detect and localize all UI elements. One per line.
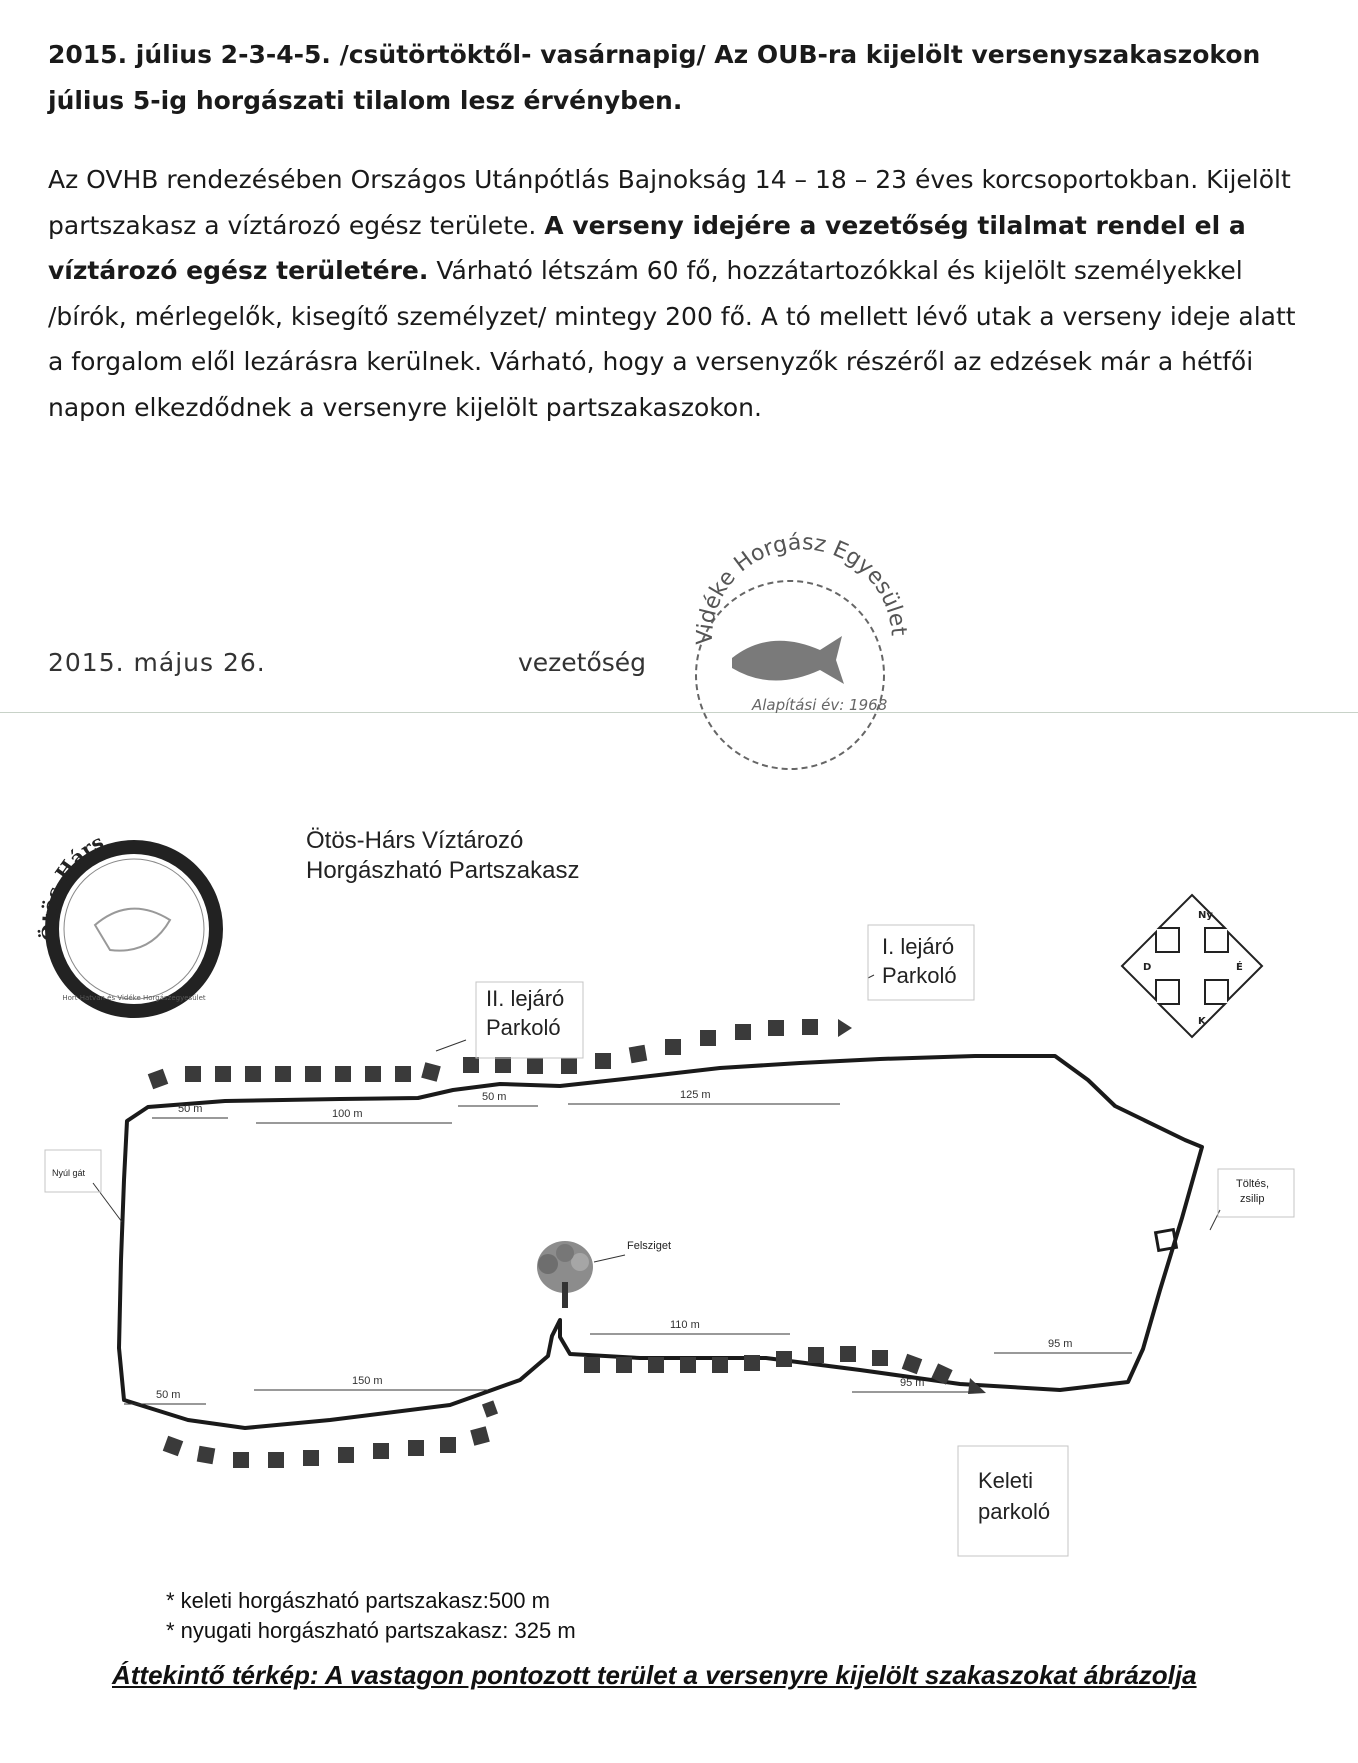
marker <box>744 1355 760 1371</box>
marker <box>629 1045 648 1064</box>
marker <box>616 1357 632 1373</box>
marker <box>902 1354 923 1375</box>
club-stamp <box>693 530 911 769</box>
marker <box>245 1066 261 1082</box>
marker <box>373 1443 389 1459</box>
weir-label: Nyúl gát <box>52 1168 86 1178</box>
map-caption: Áttekintő térkép: A vastagon pontozott terület a versenyre kijelölt szakaszokat ábrázolja <box>112 1660 1197 1690</box>
marker <box>148 1069 169 1090</box>
marker <box>303 1450 319 1466</box>
marker <box>808 1347 824 1363</box>
compass-south: K <box>1198 1016 1206 1027</box>
marker <box>163 1436 184 1457</box>
description-text-1: Az OVHB rendezésében Országos Utánpótlás Bajnokság 14 – 18 – 23 éves korcsoportokban. Kijelölt partszakasz a víztározó egész területe. <box>48 165 1291 240</box>
marker <box>335 1066 351 1082</box>
marker <box>561 1058 577 1074</box>
dam-label-line1: Töltés, <box>1236 1178 1270 1190</box>
parking1-label-line1: I. lejáró <box>882 934 955 959</box>
marker <box>275 1066 291 1082</box>
distance-bottom-150: 150 m <box>352 1375 383 1387</box>
logo-text: Ötös-Hárs <box>36 829 108 943</box>
east-parking-label-line1: Keleti <box>978 1468 1034 1493</box>
marker <box>305 1066 321 1082</box>
marker <box>584 1357 600 1373</box>
description-bold: A verseny idejére a vezetőség tilalmat rendel el a víztározó egész területére. <box>48 210 1246 285</box>
note-east: * keleti horgászható partszakasz:500 m <box>166 1588 550 1613</box>
description-text-2: Várható létszám 60 fő, hozzátartozókkal és kijelölt személyekkel /bírók, mérlegelők, kisegítő személyzet/ mintegy 200 fő. A tó mellett lévő utak a verseny ideje alatt a forgalom elől lezárásra kerülnek. Várható, hogy a versenyzők részéről az edzések már a hétfői napon elkezdődnek a versenyre kijelölt partszakaszokon. <box>48 256 1296 422</box>
fish-icon <box>732 636 844 684</box>
signatory: vezetőség <box>518 648 647 677</box>
note-west: * nyugati horgászható partszakasz: 325 m <box>166 1618 576 1643</box>
parking2-label-line2: Parkoló <box>486 1015 561 1040</box>
distance-bottom-50: 50 m <box>156 1389 181 1401</box>
marker <box>840 1346 856 1362</box>
svg-text:Vidéke Horgász Egyesület <box>693 530 911 645</box>
tilalom-notice: 2015. július 2-3-4-5. /csütörtöktől- vasárnapig/ Az OUB-ra kijelölt versenyszakaszokon július 5-ig horgászati tilalom lesz érvényben. <box>48 40 1261 115</box>
marker <box>680 1357 696 1373</box>
distance-top-125: 125 m <box>680 1089 711 1101</box>
logo-subtext: Hort Hatvan és Vidéke Horgászegyesület <box>62 994 206 1002</box>
marker <box>768 1020 784 1036</box>
distance-top-100: 100 m <box>332 1108 363 1120</box>
marker <box>482 1400 498 1417</box>
marker <box>215 1066 231 1082</box>
marker <box>838 1019 852 1037</box>
marker <box>185 1066 201 1082</box>
map-title-line1: Ötös-Hárs Víztározó <box>306 827 524 854</box>
marker <box>197 1446 216 1465</box>
parking1-label-line2: Parkoló <box>882 963 957 988</box>
document-date: 2015. május 26. <box>48 648 266 677</box>
map-title-line2: Horgászható Partszakasz <box>306 857 580 884</box>
parking2-label-line1: II. lejáró <box>486 986 565 1011</box>
stamp-text-bottom: Alapítási év: 1968 <box>752 696 888 714</box>
dam-label-line2: zsilip <box>1240 1193 1265 1205</box>
marker <box>527 1058 543 1074</box>
marker <box>463 1057 479 1073</box>
section-lengths <box>166 1586 576 1646</box>
marker <box>338 1447 354 1463</box>
marker <box>735 1024 751 1040</box>
distance-right-95a: 95 m <box>1048 1338 1073 1350</box>
island-tree-icon <box>537 1241 593 1308</box>
marker <box>395 1066 411 1082</box>
marker <box>233 1452 249 1468</box>
compass-north: Ny <box>1198 910 1213 921</box>
east-parking-label-line2: parkoló <box>978 1499 1051 1524</box>
marker <box>665 1039 681 1055</box>
marker <box>712 1357 728 1373</box>
marker <box>470 1426 490 1446</box>
dimension-lines <box>93 975 1220 1470</box>
distance-top-50b: 50 m <box>482 1091 507 1103</box>
compass-east: É <box>1236 962 1243 973</box>
marker <box>776 1351 792 1367</box>
marker <box>408 1440 424 1456</box>
compass-west: D <box>1143 962 1152 973</box>
marker <box>495 1057 511 1073</box>
distance-bottom-95b: 95 m <box>900 1377 925 1389</box>
marker <box>268 1452 284 1468</box>
stamp-text-top: Vidéke Horgász Egyesület <box>692 530 911 646</box>
distance-mid-110: 110 m <box>670 1319 700 1331</box>
distance-top-50a: 50 m <box>178 1103 203 1115</box>
island-label: Felsziget <box>627 1240 672 1252</box>
marker <box>595 1053 611 1069</box>
fish-outline-icon <box>95 909 170 951</box>
marker <box>421 1062 441 1082</box>
club-logo <box>36 830 216 1011</box>
marker <box>648 1357 664 1373</box>
marker <box>700 1030 716 1046</box>
marker <box>872 1350 888 1366</box>
marker <box>802 1019 818 1035</box>
marker <box>365 1066 381 1082</box>
marker <box>440 1437 456 1453</box>
